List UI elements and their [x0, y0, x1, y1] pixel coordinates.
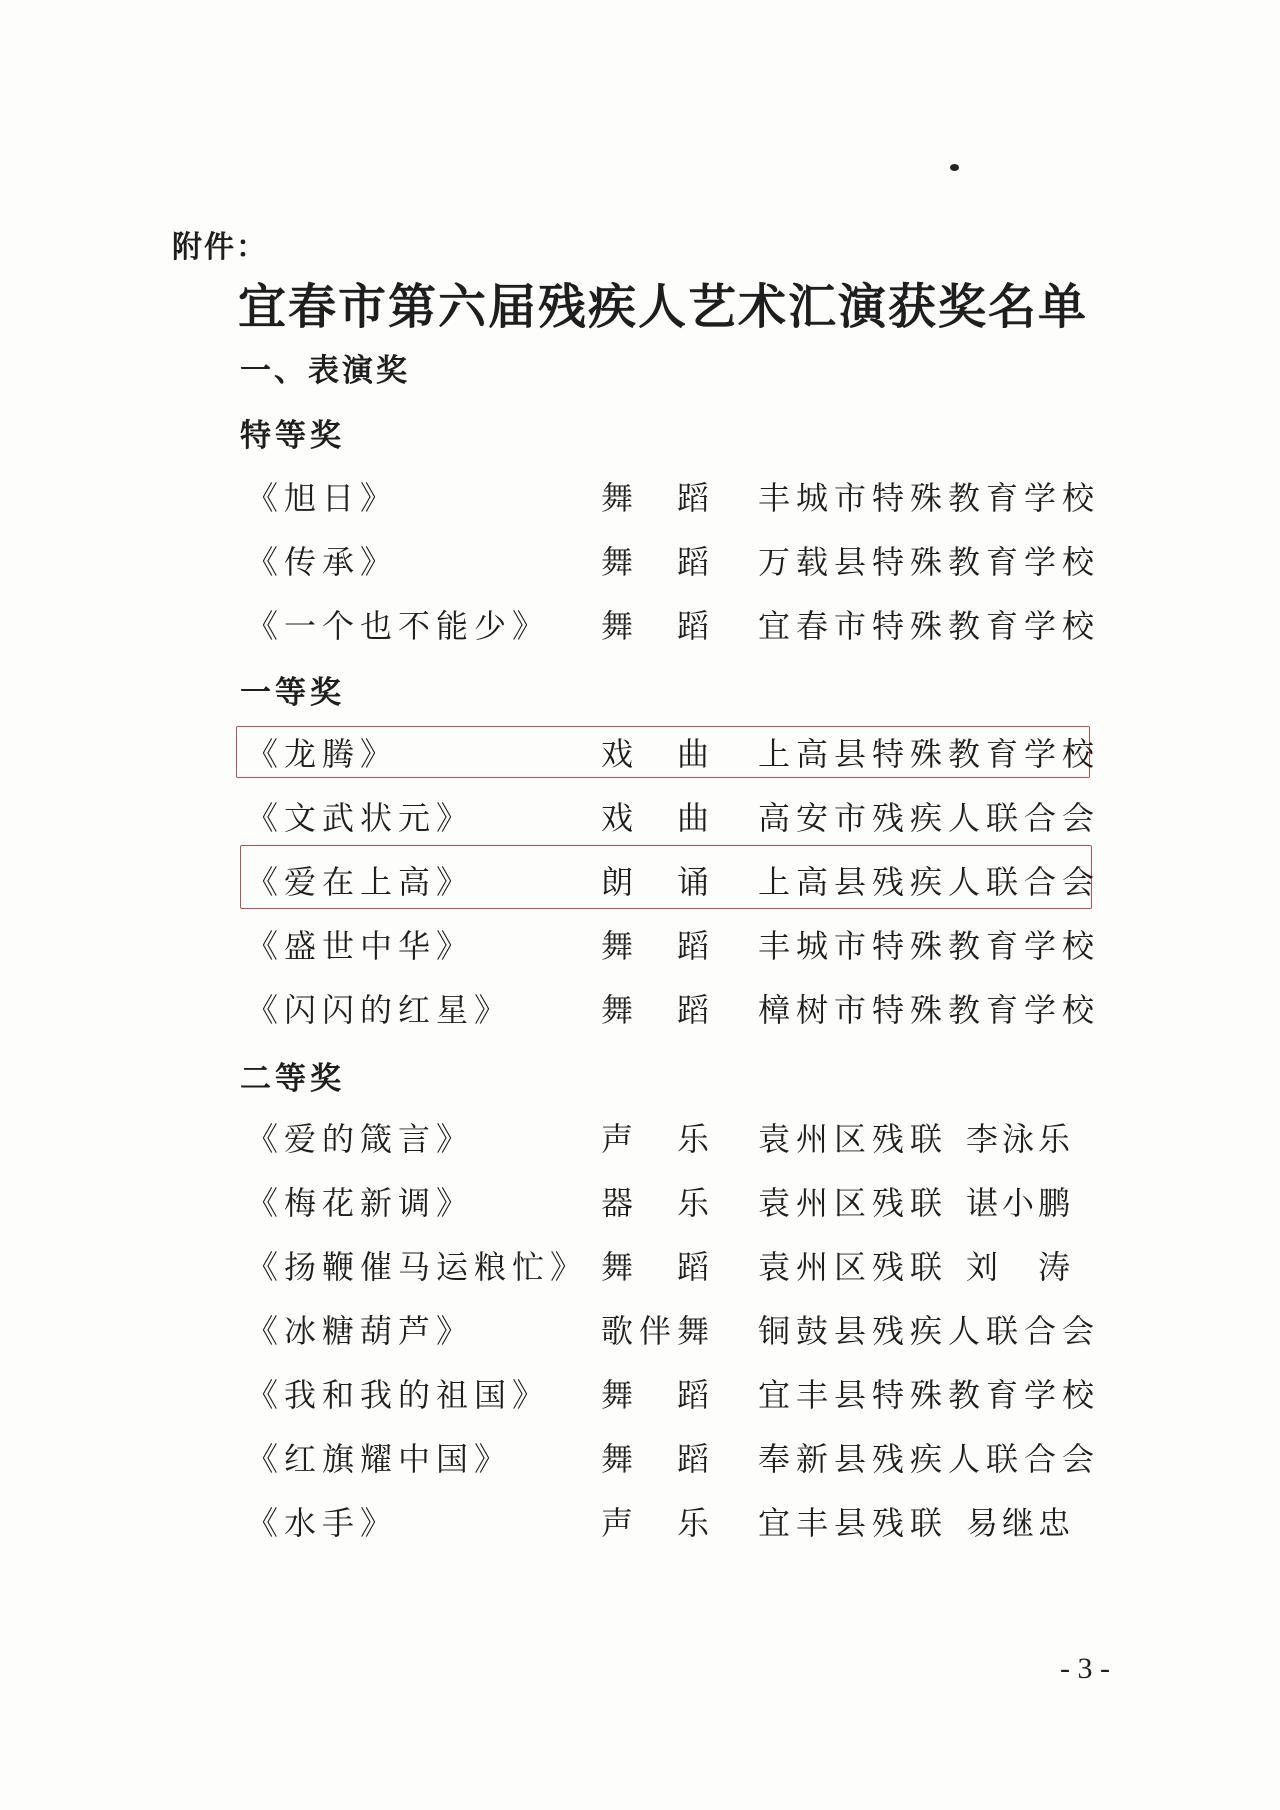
award-row — [246, 1236, 1076, 1286]
category: 器 乐 — [601, 1184, 709, 1222]
document-title: 宜春市第六届残疾人艺术汇演获奖名单 — [238, 279, 1089, 335]
award-row — [246, 1364, 1101, 1414]
award-row — [246, 531, 1101, 581]
attachment-label: 附件： — [172, 230, 268, 265]
award-row — [246, 595, 1101, 645]
work-title: 《冰糖葫芦》 — [246, 1312, 475, 1350]
work-title: 《爱在上高》 — [246, 863, 475, 901]
work-title: 《一个也不能少》 — [246, 607, 551, 645]
ink-dot — [950, 164, 959, 171]
unit: 袁州区残联 — [758, 1248, 949, 1286]
category: 歌伴舞 — [601, 1312, 709, 1350]
tier-heading-special: 特等奖 — [240, 418, 345, 454]
page-number: - 3 - — [1060, 1652, 1110, 1685]
category: 朗 诵 — [601, 863, 709, 901]
award-row — [246, 787, 1101, 837]
award-row — [246, 467, 1101, 517]
work-title: 《旭日》 — [246, 479, 399, 517]
category: 舞 蹈 — [601, 1440, 709, 1478]
award-row — [246, 1428, 1101, 1478]
category: 舞 蹈 — [601, 543, 709, 581]
category: 舞 蹈 — [601, 927, 709, 965]
unit: 宜丰县残联 — [758, 1504, 949, 1542]
work-title: 《盛世中华》 — [246, 927, 475, 965]
category: 舞 蹈 — [601, 479, 709, 517]
award-row — [246, 1108, 1076, 1158]
category: 舞 蹈 — [601, 1248, 709, 1286]
unit: 高安市残疾人联合会 — [758, 799, 1101, 837]
work-title: 《龙腾》 — [246, 735, 399, 773]
award-row — [246, 979, 1101, 1029]
unit: 宜春市特殊教育学校 — [758, 607, 1101, 645]
section-heading: 一、表演奖 — [240, 353, 410, 389]
work-title: 《闪闪的红星》 — [246, 991, 513, 1029]
performer: 李泳乐 — [966, 1120, 1070, 1158]
unit: 上高县特殊教育学校 — [758, 735, 1101, 773]
performer: 谌小鹏 — [966, 1184, 1070, 1222]
tier-heading-second: 二等奖 — [240, 1061, 345, 1097]
unit: 丰城市特殊教育学校 — [758, 479, 1101, 517]
unit: 宜丰县特殊教育学校 — [758, 1376, 1101, 1414]
work-title: 《爱的箴言》 — [246, 1120, 475, 1158]
work-title: 《扬鞭催马运粮忙》 — [246, 1248, 589, 1286]
work-title: 《传承》 — [246, 543, 399, 581]
award-row — [246, 1300, 1101, 1350]
performer: 易继忠 — [966, 1504, 1070, 1542]
unit: 奉新县残疾人联合会 — [758, 1440, 1101, 1478]
award-row — [246, 723, 1101, 773]
category: 声 乐 — [601, 1120, 709, 1158]
work-title: 《我和我的祖国》 — [246, 1376, 551, 1414]
unit: 上高县残疾人联合会 — [758, 863, 1101, 901]
tier-heading-first: 一等奖 — [240, 675, 345, 711]
category: 戏 曲 — [601, 735, 709, 773]
work-title: 《红旗耀中国》 — [246, 1440, 513, 1478]
work-title: 《文武状元》 — [246, 799, 475, 837]
category: 舞 蹈 — [601, 1376, 709, 1414]
award-row — [246, 851, 1101, 901]
unit: 铜鼓县残疾人联合会 — [758, 1312, 1101, 1350]
performer: 刘 涛 — [966, 1248, 1070, 1286]
award-row — [246, 1172, 1076, 1222]
unit: 丰城市特殊教育学校 — [758, 927, 1101, 965]
work-title: 《梅花新调》 — [246, 1184, 475, 1222]
unit: 樟树市特殊教育学校 — [758, 991, 1101, 1029]
category: 舞 蹈 — [601, 607, 709, 645]
award-row — [246, 915, 1101, 965]
unit: 袁州区残联 — [758, 1184, 949, 1222]
unit: 袁州区残联 — [758, 1120, 949, 1158]
award-row — [246, 1492, 1076, 1542]
category: 舞 蹈 — [601, 991, 709, 1029]
work-title: 《水手》 — [246, 1504, 399, 1542]
unit: 万载县特殊教育学校 — [758, 543, 1101, 581]
category: 声 乐 — [601, 1504, 709, 1542]
category: 戏 曲 — [601, 799, 709, 837]
